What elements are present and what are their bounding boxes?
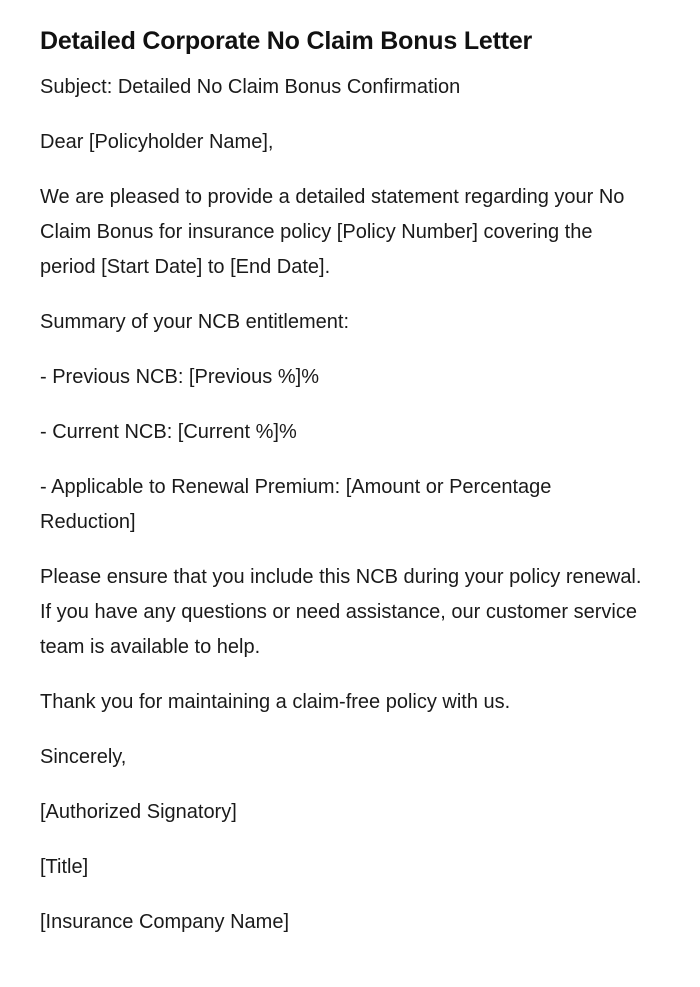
signoff: Sincerely, xyxy=(40,746,127,768)
thanks-line: Thank you for maintaining a claim-free policy with us. xyxy=(40,691,511,713)
letter-document xyxy=(40,25,650,960)
closing-paragraph: Please ensure that you include this NCB during your policy renewal. If you have any questions or need assistance, our customer service team is available to help. xyxy=(40,566,642,658)
signatory-title: [Title] xyxy=(40,856,89,878)
company-name: [Insurance Company Name] xyxy=(40,911,290,933)
summary-heading: Summary of your NCB entitlement: xyxy=(40,311,349,333)
previous-ncb-item: - Previous NCB: [Previous %]% xyxy=(40,366,319,388)
signatory: [Authorized Signatory] xyxy=(40,801,237,823)
letter-title: Detailed Corporate No Claim Bonus Letter xyxy=(40,27,533,55)
greeting: Dear [Policyholder Name], xyxy=(40,131,274,153)
current-ncb-item: - Current NCB: [Current %]% xyxy=(40,421,297,443)
subject-line: Subject: Detailed No Claim Bonus Confirmation xyxy=(40,76,461,98)
intro-paragraph: We are pleased to provide a detailed statement regarding your No Claim Bonus for insurance policy [Policy Number] covering the period [Start Date] to [End Date]. xyxy=(40,186,625,278)
renewal-premium-item: - Applicable to Renewal Premium: [Amount or Percentage Reduction] xyxy=(40,476,552,533)
